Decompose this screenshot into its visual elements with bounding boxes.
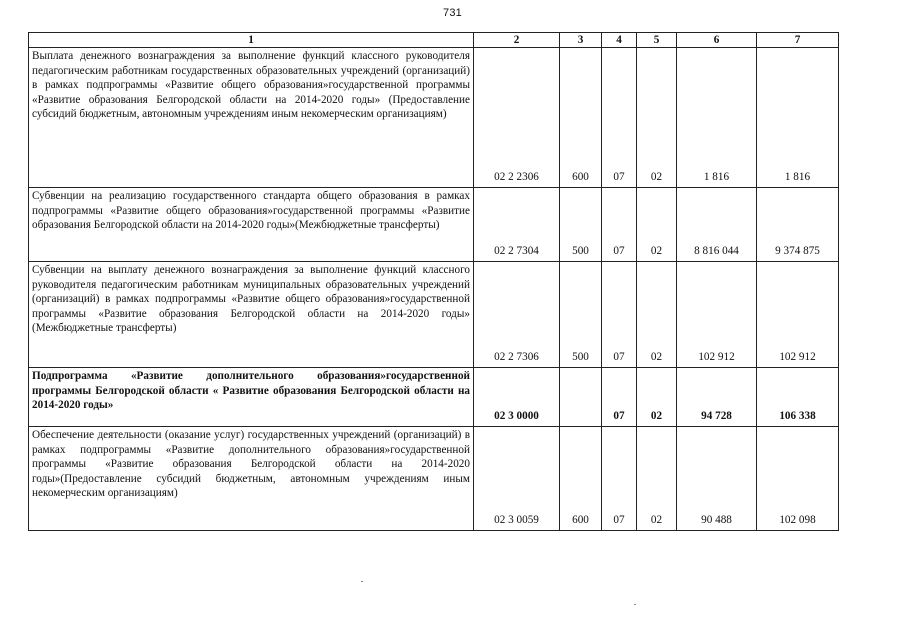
row-description: Субвенции на реализацию государственного стандарта общего образования в рамках подпрограммы «Развитие общего образования»государственной программы «Развитие образования Белгородской области на 2014-2020 годы»(Межбюджетные трансферты) xyxy=(29,188,474,262)
row-section: 07 xyxy=(602,427,637,531)
row-target-article: 02 3 0059 xyxy=(474,427,560,531)
row-expense-type: 500 xyxy=(560,262,602,368)
row-target-article: 02 2 7306 xyxy=(474,262,560,368)
row-amount-2: 1 816 xyxy=(757,48,839,188)
row-target-article: 02 2 7304 xyxy=(474,188,560,262)
column-header: 4 xyxy=(602,33,637,48)
row-amount-2: 102 098 xyxy=(757,427,839,531)
budget-table xyxy=(28,32,839,531)
row-amount-2: 106 338 xyxy=(757,368,839,427)
column-header: 3 xyxy=(560,33,602,48)
row-subsection: 02 xyxy=(637,368,677,427)
row-subsection: 02 xyxy=(637,48,677,188)
column-header: 7 xyxy=(757,33,839,48)
row-section: 07 xyxy=(602,368,637,427)
row-expense-type xyxy=(560,368,602,427)
row-description: Выплата денежного вознаграждения за выполнение функций классного руководителя педагогическим работникам государственных образовательных учреждений (организаций) в рамках подпрограммы «Развитие общего образования»государственной программы «Развитие образования Белгородской области на 2014-2020 годы» (Предоставление субсидий бюджетным, автономным учреждениям иным некомерческим организациям) xyxy=(29,48,474,188)
scan-speck xyxy=(361,581,363,582)
scan-speck xyxy=(634,604,636,605)
row-description: Подпрограмма «Развитие дополнительного образования»государственной программы Белгородской области « Развитие образования Белгородской области на 2014-2020 годы» xyxy=(29,368,474,427)
row-description: Обеспечение деятельности (оказание услуг) государственных учреждений (организаций) в рамках подпрограммы «Развитие дополнительного образования»государственной программы «Развитие образования Белгородской области на 2014-2020 годы»(Предоставление субсидий бюджетным, автономным учреждениям иным некомерческим организациям) xyxy=(29,427,474,531)
table-header-row xyxy=(29,33,839,48)
row-amount-1: 90 488 xyxy=(677,427,757,531)
row-amount-1: 8 816 044 xyxy=(677,188,757,262)
table-row xyxy=(29,262,839,368)
table-row xyxy=(29,48,839,188)
column-header: 1 xyxy=(29,33,474,48)
row-amount-1: 94 728 xyxy=(677,368,757,427)
row-amount-1: 102 912 xyxy=(677,262,757,368)
table-row-subprogram xyxy=(29,368,839,427)
row-section: 07 xyxy=(602,188,637,262)
row-subsection: 02 xyxy=(637,262,677,368)
row-expense-type: 500 xyxy=(560,188,602,262)
table-row xyxy=(29,188,839,262)
row-expense-type: 600 xyxy=(560,427,602,531)
row-target-article: 02 2 2306 xyxy=(474,48,560,188)
row-amount-1: 1 816 xyxy=(677,48,757,188)
column-header: 5 xyxy=(637,33,677,48)
row-section: 07 xyxy=(602,262,637,368)
page-number: 731 xyxy=(443,7,462,19)
row-section: 07 xyxy=(602,48,637,188)
row-description: Субвенции на выплату денежного вознаграждения за выполнение функций классного руководителя педагогическим работникам муниципальных образовательных учреждений (организаций) в рамках подпрограммы «Развитие общего образования»государственной программы «Развитие образования Белгородской области на 2014-2020 годы» (Межбюджетные трансферты) xyxy=(29,262,474,368)
row-target-article: 02 3 0000 xyxy=(474,368,560,427)
row-expense-type: 600 xyxy=(560,48,602,188)
column-header: 6 xyxy=(677,33,757,48)
row-subsection: 02 xyxy=(637,188,677,262)
column-header: 2 xyxy=(474,33,560,48)
row-amount-2: 9 374 875 xyxy=(757,188,839,262)
row-amount-2: 102 912 xyxy=(757,262,839,368)
table-row xyxy=(29,427,839,531)
row-subsection: 02 xyxy=(637,427,677,531)
